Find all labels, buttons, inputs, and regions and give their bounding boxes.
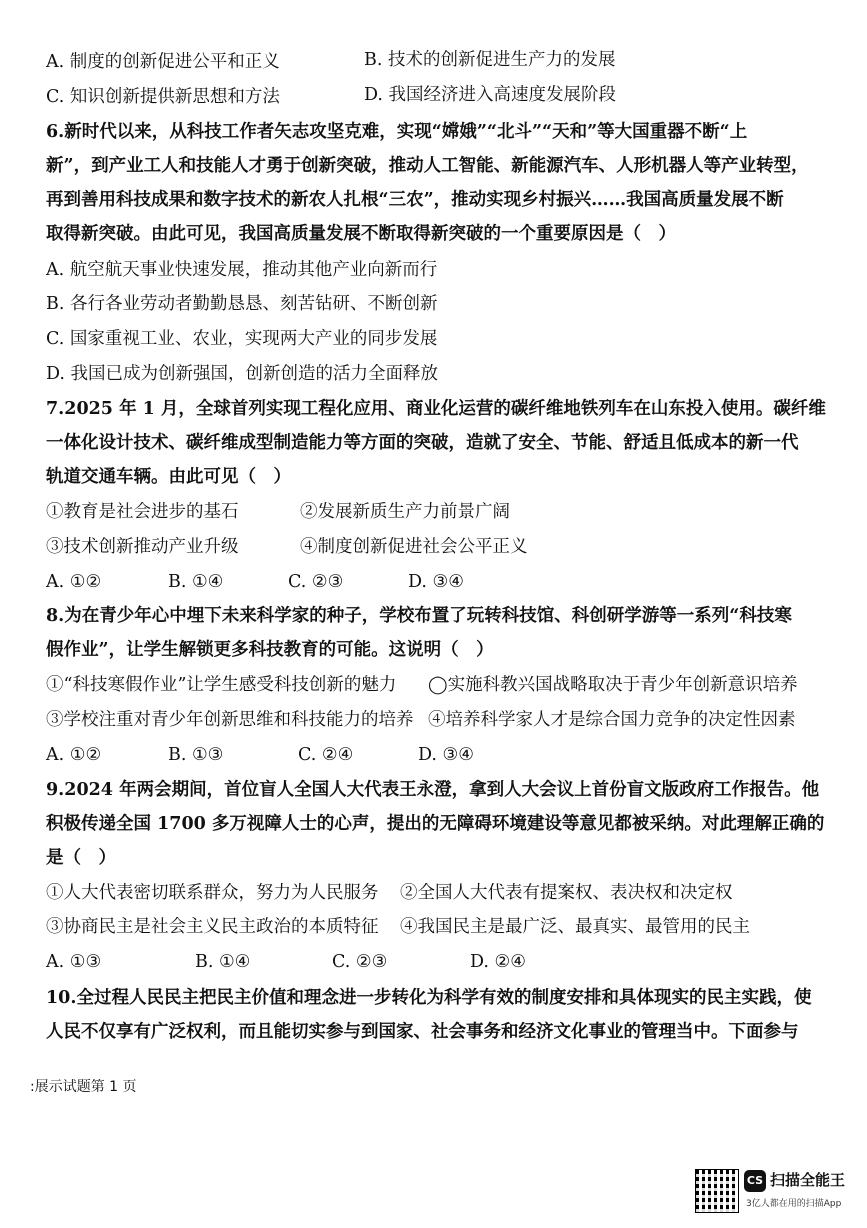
question-10-text: 10.全过程人民民主把民主价值和理念进一步转化为科学有效的制度安排和具体现实的民主实践，使 [46,988,812,1008]
choice-b: B. ①④ [168,572,224,592]
option-line: A. 航空航天事业快速发展，推动其他产业向新而行 [46,260,438,280]
question-7-text: 7.2025 年 1 月，全球首列实现工程化应用、商业化运营的碳纤维地铁列车在山东投入使用。碳纤维 [46,399,826,419]
choice-c: C. ②③ [332,952,388,972]
option-line: A. 制度的创新促进公平和正义 [46,52,280,72]
option-line: C. 国家重视工业、农业，实现两大产业的同步发展 [46,329,438,349]
choice-b: B. ①③ [168,745,224,765]
statement-line: ◯实施科教兴国战略取决于青少年创新意识培养 [428,675,798,695]
statement-line: ③技术创新推动产业升级 [46,537,239,557]
qr-code-icon [696,1170,738,1212]
question-8-text: 假作业”，让学生解锁更多科技教育的可能。这说明（ ） [46,640,494,660]
choice-d: D. ③④ [418,745,474,765]
choice-a: A. ①③ [46,952,102,972]
question-7-text: 一体化设计技术、碳纤维成型制造能力等方面的突破，造就了安全、节能、舒适且低成本的新一代 [46,433,799,453]
choice-c: C. ②③ [288,572,344,592]
option-line: D. 我国经济进入高速度发展阶段 [364,85,617,105]
statement-line: ④培养科学家人才是综合国力竞争的决定性因素 [428,710,796,730]
choice-b: B. ①④ [195,952,251,972]
question-9-text: 积极传递全国 1700 多万视障人士的心声，提出的无障碍环境建设等意见都被采纳。对此理解正确的 [46,814,825,834]
statement-line: ④制度创新促进社会公平正义 [300,537,528,557]
question-7-text: 轨道交通车辆。由此可见（ ） [46,467,291,487]
scanner-watermark [690,1168,850,1218]
statement-line: ①“科技寒假作业”让学生感受科技创新的魅力 [46,675,397,695]
brand-tagline: 3亿人都在用的扫描App [746,1199,842,1209]
statement-line: ②全国人大代表有提案权、表决权和决定权 [400,883,733,903]
question-6-text: 6.新时代以来，从科技工作者矢志攻坚克难，实现“嫦娥”“北斗”“天和”等大国重器不断“上 [46,122,748,142]
choice-c: C. ②④ [298,745,354,765]
question-9-text: 9.2024 年两会期间，首位盲人全国人大代表王永澄，拿到人大会议上首份盲文版政府工作报告。他 [46,780,820,800]
brand-name: 扫描全能王 [770,1171,846,1189]
question-10-text: 人民不仅享有广泛权利，而且能切实参与到国家、社会事务和经济文化事业的管理当中。下面参与 [46,1022,799,1042]
choice-a: A. ①② [46,745,102,765]
statement-line: ④我国民主是最广泛、最真实、最管用的民主 [400,917,750,937]
option-line: B. 技术的创新促进生产力的发展 [364,50,616,70]
statement-line: ①教育是社会进步的基石 [46,502,239,522]
page-footer: :展示试题第 1 页 [30,1079,137,1095]
question-6-text: 新”，到产业工人和技能人才勇于创新突破，推动人工智能、新能源汽车、人形机器人等产业转型， [46,156,809,176]
choice-d: D. ③④ [408,572,464,592]
question-9-text: 是（ ） [46,848,116,868]
statement-line: ③学校注重对青少年创新思维和科技能力的培养 [46,710,414,730]
option-line: C. 知识创新提供新思想和方法 [46,87,280,107]
statement-line: ③协商民主是社会主义民主政治的本质特征 [46,917,379,937]
choice-d: D. ②④ [470,952,526,972]
option-line: B. 各行各业劳动者勤勤恳恳、刻苦钻研、不断创新 [46,294,438,314]
statement-line: ①人大代表密切联系群众，努力为人民服务 [46,883,379,903]
question-6-text: 取得新突破。由此可见，我国高质量发展不断取得新突破的一个重要原因是（ ） [46,224,676,244]
choice-a: A. ①② [46,572,102,592]
statement-line: ②发展新质生产力前景广阔 [300,502,510,522]
question-6-text: 再到善用科技成果和数字技术的新农人扎根“三农”，推动实现乡村振兴……我国高质量发展不断 [46,190,784,210]
option-line: D. 我国已成为创新强国，创新创造的活力全面释放 [46,364,439,384]
question-8-text: 8.为在青少年心中埋下未来科学家的种子，学校布置了玩转科技馆、科创研学游等一系列“科技寒 [46,606,792,626]
camscanner-logo: CS [744,1170,766,1192]
